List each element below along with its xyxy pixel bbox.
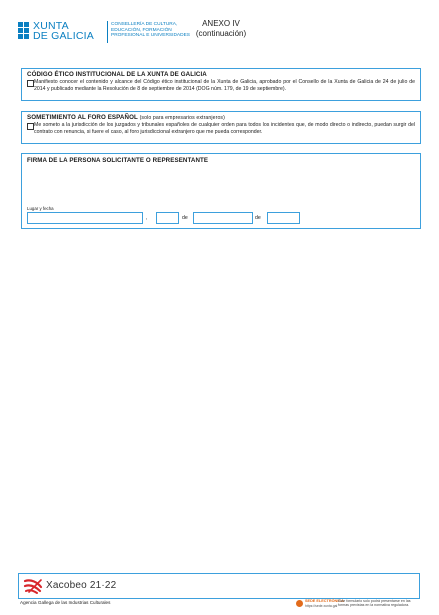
- brand-divider: [107, 21, 108, 43]
- jurisdiction-subtitle: (solo para empresarios extranjeros): [139, 115, 225, 121]
- month-field[interactable]: [193, 212, 253, 224]
- annex-subtitle: (continuación): [195, 29, 247, 38]
- sede-name: SEDE ELECTRÓNICA: [305, 599, 344, 603]
- brand-name: [33, 21, 94, 41]
- brand-line-2: DE GALICIA: [33, 30, 94, 42]
- xunta-emblem-icon: [18, 22, 29, 39]
- place-date-label: Lugar y fecha: [27, 206, 54, 211]
- brand-line-1: XUNTA: [33, 20, 69, 32]
- ethics-text: Manifiesto conocer el contenido y alcance del Código ético institucional de la Xunta de Galicia, aprobado por el Consello de la Xunta de Galicia de 24 de julio de 2014 y publicado mediante la Resolución de 8 de septiembre de 2014 (DOG núm. 179, de 19 de septiembre).: [34, 79, 415, 92]
- annex-heading: [190, 19, 252, 39]
- jurisdiction-checkbox[interactable]: [27, 123, 34, 130]
- jurisdiction-title: SOMETIMIENTO AL FORO ESPAÑOL: [27, 114, 138, 121]
- sede-note: Este formulario solo podrá presentarse en las formas previstas en la normativa reguladora.: [338, 599, 411, 608]
- annex-title: ANEXO IV: [202, 19, 240, 28]
- xacobeo-logo-icon: [23, 578, 43, 594]
- jurisdiction-text: Me someto a la jurisdicción de los juzgados y tribunales españoles de cualquier orden para todos los incidentes que, de modo directo o indirecto, puedan surgir del contrato con renuncia, si fuere el caso, al foro jurisdiccional extranjero que me pueda corresponder.: [34, 122, 415, 135]
- signature-section: [21, 153, 421, 229]
- ethics-checkbox[interactable]: [27, 80, 34, 87]
- sede-icon: [296, 600, 303, 607]
- jurisdiction-heading: [27, 114, 225, 121]
- signature-title: FIRMA DE LA PERSONA SOLICITANTE O REPRESENTANTE: [27, 157, 209, 164]
- xunta-logo: [18, 20, 190, 45]
- jurisdiction-section: [21, 111, 421, 144]
- ethics-section: [21, 68, 421, 101]
- ethics-title: CÓDIGO ÉTICO INSTITUCIONAL DE LA XUNTA DE GALICIA: [27, 71, 207, 78]
- sede-url[interactable]: https://sede.xunta.gal: [305, 603, 338, 608]
- de-label-2: de: [255, 215, 261, 221]
- place-field[interactable]: [27, 212, 143, 224]
- agency-name: Agencia Gallega de las Industrias Culturales: [20, 600, 111, 605]
- comma-separator: ,: [146, 215, 148, 221]
- footer-logo-box: [18, 573, 420, 599]
- day-field[interactable]: [156, 212, 179, 224]
- department-name: CONSELLERÍA DE CULTURA, EDUCACIÓN, FORMACIÓN PROFESIONAL E UNIVERSIDADES: [111, 22, 190, 39]
- sede-electronica: [296, 599, 421, 609]
- de-label-1: de: [182, 215, 188, 221]
- xacobeo-logo-text: Xacobeo 21·22: [46, 580, 117, 591]
- year-field[interactable]: [267, 212, 300, 224]
